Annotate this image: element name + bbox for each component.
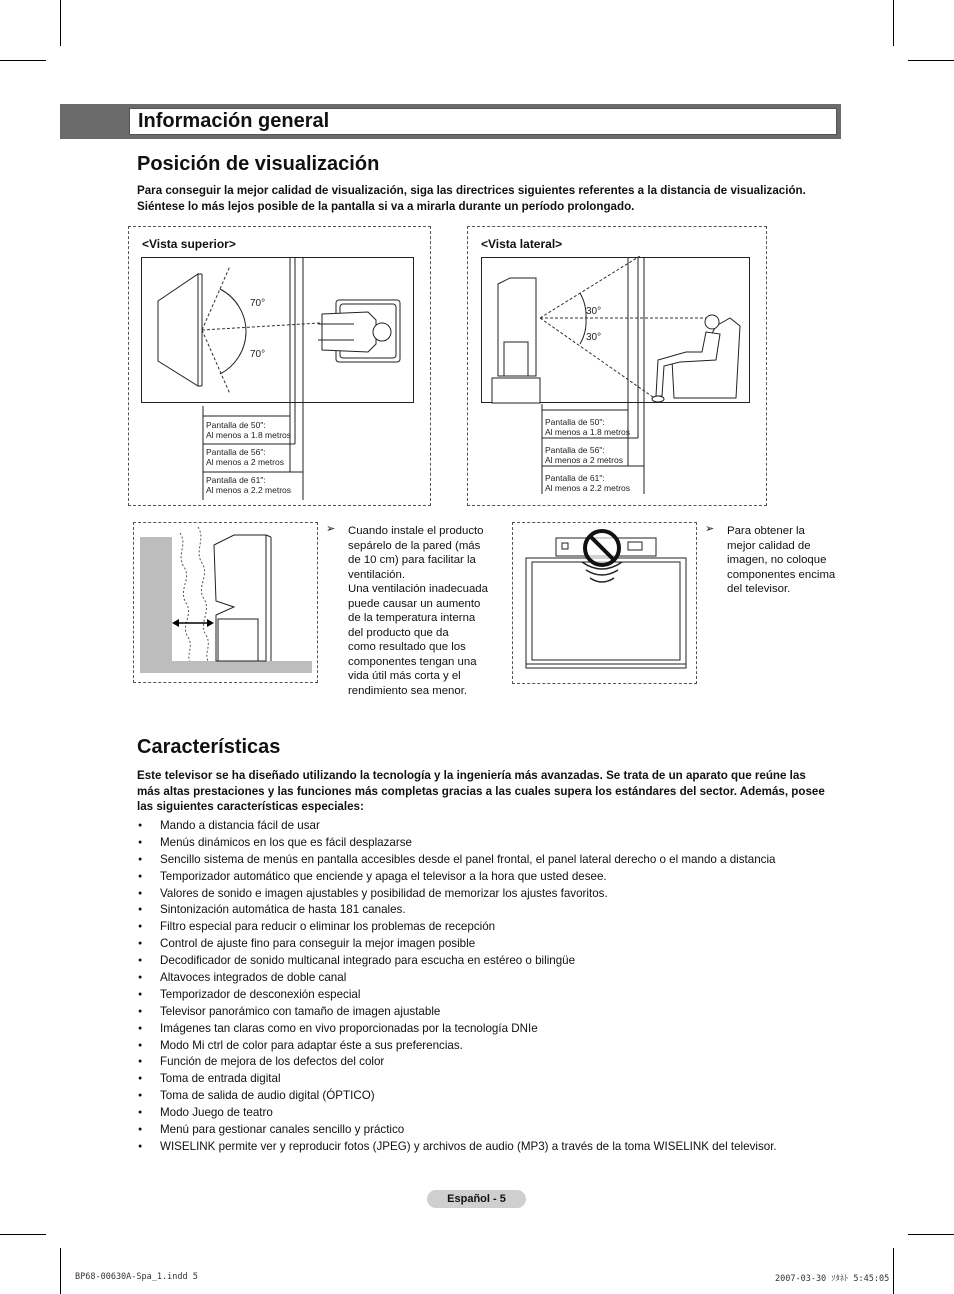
note-line: componentes encima xyxy=(727,568,836,581)
crop-mark xyxy=(0,60,46,61)
list-item: ● Filtro especial para reducir o eliminar los problemas de recepción xyxy=(137,919,777,936)
features-heading: Características xyxy=(137,736,281,758)
note-line: del televisor. xyxy=(727,583,791,595)
distance-screen: Pantalla de 56": xyxy=(206,447,266,457)
distance-screen: Pantalla de 50": xyxy=(206,420,266,430)
section-header-bar xyxy=(60,104,841,139)
list-item: ● Temporizador de desconexión especial xyxy=(137,987,777,1004)
crop-mark xyxy=(908,1234,954,1235)
distance-screen: Pantalla de 50": xyxy=(545,417,605,427)
distance-screen: Pantalla de 56": xyxy=(545,445,605,455)
list-item: ● Toma de salida de audio digital (ÓPTICO) xyxy=(137,1088,777,1105)
note-line: Una ventilación inadecuada xyxy=(348,583,488,595)
distance-value: Al menos a 2.2 metros xyxy=(206,485,292,495)
distance-value: Al menos a 1.8 metros xyxy=(206,430,292,440)
top-view-label: <Vista superior> xyxy=(142,237,236,251)
list-item: ● Menús dinámicos en los que es fácil desplazarse xyxy=(137,835,777,852)
ventilation-note xyxy=(348,524,493,698)
note-line: puede causar un aumento xyxy=(348,597,481,610)
viewing-intro xyxy=(137,183,842,215)
section-header-box xyxy=(129,108,837,135)
features-intro-line: Este televisor se ha diseñado utilizando la tecnología y la ingeniería más avanzadas. Se trata de un aparato que reúne las xyxy=(137,769,806,782)
list-item: ● Sencillo sistema de menús en pantalla accesibles desde el panel frontal, el panel lateral derecho o el mando a distancia xyxy=(137,852,777,869)
crop-mark xyxy=(908,60,954,61)
note-line: Cuando instale el producto xyxy=(348,525,484,537)
note-arrow-icon: ➢ xyxy=(705,523,715,535)
angle-label: 70° xyxy=(250,298,266,309)
footer-file: BP68-00630A-Spa_1.indd 5 xyxy=(75,1272,198,1282)
list-item: ● Televisor panorámico con tamaño de imagen ajustable xyxy=(137,1004,777,1021)
distance-61 xyxy=(206,475,291,495)
distance-screen: Pantalla de 61": xyxy=(545,473,605,483)
note-line: ventilación. xyxy=(348,568,405,581)
list-item: ● Mando a distancia fácil de usar xyxy=(137,818,777,835)
list-item: ● Menú para gestionar canales sencillo y práctico xyxy=(137,1122,777,1139)
note-line: Para obtener la xyxy=(727,525,805,537)
list-item: ● Modo Mi ctrl de color para adaptar éste a sus preferencias. xyxy=(137,1038,777,1055)
angle-label: 30° xyxy=(586,332,602,343)
note-line: vida útil más corta y el xyxy=(348,670,461,682)
list-item: ● Temporizador automático que enciende y apaga el televisor a la hora que usted desee. xyxy=(137,869,777,886)
note-line: mejor calidad de xyxy=(727,539,811,552)
angle-label: 30° xyxy=(586,306,602,317)
distance-56 xyxy=(545,445,623,465)
section-title: Información general xyxy=(138,110,330,132)
crop-mark xyxy=(60,1248,61,1294)
note-line: del producto que da xyxy=(348,626,449,639)
list-item: ● Imágenes tan claras como en vivo proporcionadas por la tecnología DNIe xyxy=(137,1021,777,1038)
crop-mark xyxy=(0,1234,46,1235)
distance-61 xyxy=(545,473,630,493)
ventilation-diagram xyxy=(136,525,314,679)
note-line: componentes tengan una xyxy=(348,655,477,668)
distance-value: Al menos a 2 metros xyxy=(206,457,284,467)
note-line: rendimiento sea menor. xyxy=(348,684,468,697)
features-intro-line: más altas prestaciones y las funciones más completas gracias a las cuales supera los estándares del sector. Además, posee xyxy=(137,784,825,798)
crop-mark xyxy=(893,1248,894,1294)
distance-50 xyxy=(206,420,291,440)
distance-screen: Pantalla de 61": xyxy=(206,475,266,485)
viewing-intro-line: Siéntese lo más lejos posible de la pantalla si va a mirarla durante un período prolongado. xyxy=(137,200,635,213)
list-item: ● Control de ajuste fino para conseguir la mejor imagen posible xyxy=(137,936,777,953)
list-item: ● Valores de sonido e imagen ajustables y posibilidad de memorizar los ajustes favoritos. xyxy=(137,886,777,903)
distance-value: Al menos a 1.8 metros xyxy=(545,427,631,437)
distance-50 xyxy=(545,417,630,437)
page-number-badge: Español - 5 xyxy=(427,1190,526,1208)
footer-timestamp: 2007-03-30 ｿﾀﾈﾄ 5:45:05 xyxy=(775,1274,890,1284)
features-intro-line: las siguientes características especiales: xyxy=(137,800,364,813)
distance-value: Al menos a 2 metros xyxy=(545,455,623,465)
list-item: ● WISELINK permite ver y reproducir fotos (JPEG) y archivos de audio (MP3) a través de la toma WISELINK del televisor. xyxy=(137,1139,777,1156)
list-item: ● Sintonización automática de hasta 181 canales. xyxy=(137,902,777,919)
note-line: de la temperatura interna xyxy=(348,612,476,624)
list-item: ● Toma de entrada digital xyxy=(137,1071,777,1088)
components-diagram xyxy=(516,526,692,678)
features-intro xyxy=(137,768,842,815)
components-note xyxy=(727,524,847,597)
features-list xyxy=(137,818,777,1156)
distance-value: Al menos a 2.2 metros xyxy=(545,483,631,493)
list-item: ● Altavoces integrados de doble canal xyxy=(137,970,777,987)
note-line: como resultado que los xyxy=(348,641,466,653)
list-item: ● Decodificador de sonido multicanal integrado para escucha en estéreo o bilingüe xyxy=(137,953,777,970)
side-view-label: <Vista lateral> xyxy=(481,237,563,251)
viewing-heading: Posición de visualización xyxy=(137,153,380,175)
note-arrow-icon: ➢ xyxy=(326,523,336,535)
note-line: de 10 cm) para facilitar la xyxy=(348,554,476,566)
crop-mark xyxy=(60,0,61,46)
note-line: imagen, no coloque xyxy=(727,554,827,566)
distance-56 xyxy=(206,447,284,467)
list-item: ● Función de mejora de los defectos del color xyxy=(137,1054,777,1071)
angle-label: 70° xyxy=(250,349,266,360)
viewing-intro-line: Para conseguir la mejor calidad de visualización, siga las directrices siguientes referentes a la distancia de visualización. xyxy=(137,184,806,197)
crop-mark xyxy=(893,0,894,46)
list-item: ● Modo Juego de teatro xyxy=(137,1105,777,1122)
note-line: sepárelo de la pared (más xyxy=(348,539,481,552)
